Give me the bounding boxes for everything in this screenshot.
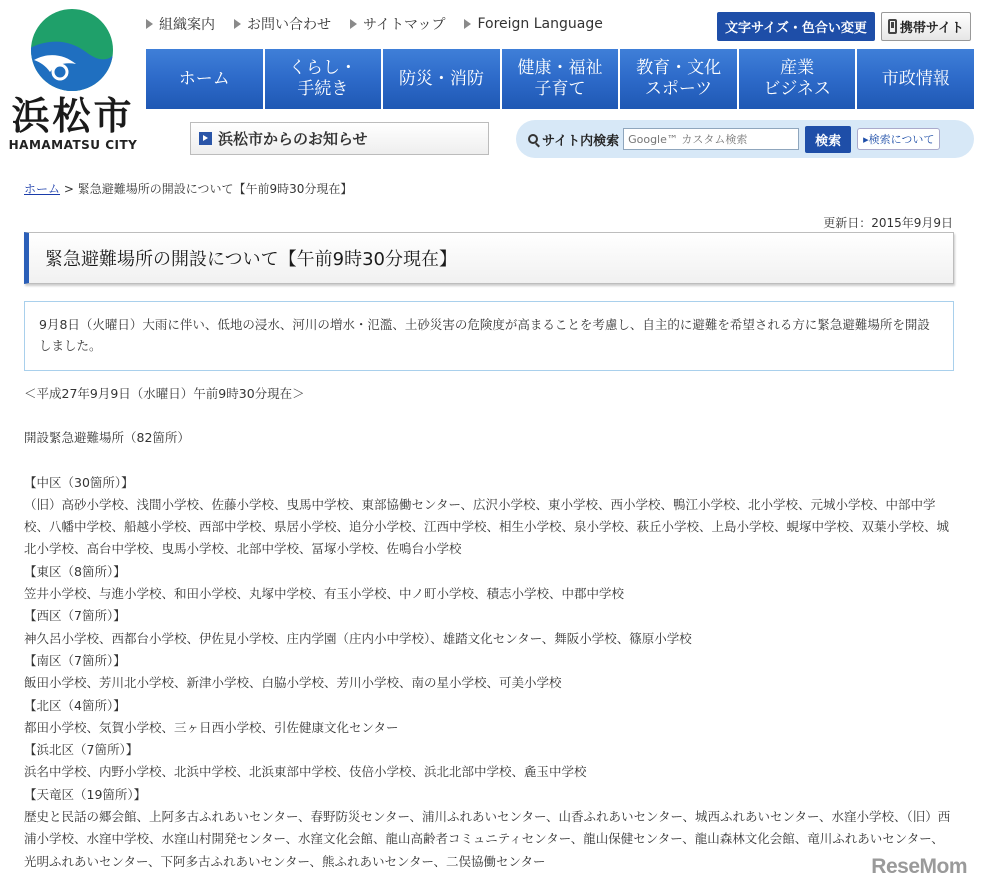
resemom-watermark: ReseMom [871,855,967,878]
city-notice-label: 浜松市からのお知らせ [218,130,368,148]
arrow-right-icon [199,132,212,145]
ward-places: 神久呂小学校、西都台小学校、伊佐見小学校、庄内学園（庄内小中学校）、雄踏文化センター、舞阪小学校、篠原小学校 [24,630,692,646]
city-name: 浜松市 [11,93,135,138]
nav-living-procedures[interactable]: くらし・ 手続き [265,49,384,109]
article-body [24,383,954,873]
page-title: 緊急避難場所の開設について【午前9時30分現在】 [24,232,954,284]
breadcrumb-home-link[interactable]: ホーム [24,182,61,196]
updated-date: 更新日：2015年9月9日 [823,216,953,230]
search-help-link[interactable]: ▸検索について [857,128,940,150]
global-nav [146,49,974,109]
mobile-phone-icon [888,19,897,34]
ward-heading: 【南区（7箇所）】 [24,652,126,668]
ward-heading: 【西区（7箇所）】 [24,608,126,624]
city-emblem-icon [30,8,114,92]
breadcrumb [24,180,352,197]
mobile-site-button[interactable] [881,12,971,41]
util-link-organization[interactable] [146,12,215,36]
ward-places: 笠井小学校、与進小学校、和田小学校、丸塚中学校、有玉小学校、中ノ町小学校、積志小学校、中郡中学校 [24,586,625,602]
ward-heading: 【天竜区（19箇所）】 [24,786,147,802]
ward-places: （旧）高砂小学校、浅間小学校、佐藤小学校、曳馬中学校、東部協働センター、広沢小学校、東小学校、西小学校、鴨江小学校、北小学校、元城小学校、中部中学校、八幡中学校、船越小学校、西部中学校、県居小学校、追分小学校、江西中学校、相生小学校、泉小学校、萩丘小学校、上島小学校、蜆塚中学校、双葉小学校、城北小学校、高台中学校、曳馬小学校、北部中学校、冨塚小学校、佐鳴台小学校 [24,496,950,557]
arrow-right-icon [146,19,153,29]
city-notice-link[interactable] [190,122,489,155]
arrow-right-icon [234,19,241,29]
ward-heading: 【中区（30箇所）】 [24,474,134,490]
intro-box: 9月8日（火曜日）大雨に伴い、低地の浸水、河川の増水・氾濫、土砂災害の危険度が高まることを考慮し、自主的に避難を希望される方に緊急避難場所を開設しました。 [24,301,954,371]
breadcrumb-current: 緊急避難場所の開設について【午前9時30分現在】 [77,182,353,196]
util-link-label: Foreign Language [477,16,603,32]
nav-city-info[interactable]: 市政情報 [857,49,974,109]
util-link-label: サイトマップ [363,17,446,33]
nav-home[interactable]: ホーム [146,49,265,109]
as-of-text: ＜平成27年9月9日（水曜日）午前9時30分現在＞ [24,386,305,401]
ward-heading: 【浜北区（7箇所）】 [24,742,139,758]
ward-places: 歴史と民話の郷会館、上阿多古ふれあいセンター、春野防災センター、浦川ふれあいセンター、山香ふれあいセンター、城西ふれあいセンター、水窪小学校、（旧）西浦小学校、水窪中学校、水窪山村開発センター、水窪文化会館、龍山高齢者コミュニティセンター、龍山保健センター、龍山森林文化会館、竜川ふれあいセンター、光明ふれあいセンター、下阿多古ふれあいセンター、熊ふれあいセンター、二俣協働センター [24,809,951,869]
ward-places: 都田小学校、気賀小学校、三ヶ日西小学校、引佐健康文化センター [24,719,399,735]
util-link-contact[interactable] [234,12,331,36]
nav-industry-business[interactable]: 産業 ビジネス [739,49,858,109]
font-color-settings-button[interactable]: 文字サイズ・色合い変更 [717,12,875,41]
total-text: 開設緊急避難場所（82箇所） [24,430,190,446]
arrow-right-icon [464,19,471,29]
ward-places: 飯田小学校、芳川北小学校、新津小学校、白脇小学校、芳川小学校、南の星小学校、可美小学校 [24,675,562,691]
util-link-foreign-language[interactable] [464,12,602,36]
ward-places: 浜名中学校、内野小学校、北浜中学校、北浜東部中学校、伎倍小学校、浜北北部中学校、麁玉中学校 [24,764,587,780]
nav-disaster-fire[interactable]: 防災・消防 [383,49,502,109]
search-help-label: 検索について [868,133,935,146]
util-link-label: 組織案内 [159,17,215,33]
search-input[interactable] [623,128,799,150]
top-right-buttons [717,12,971,41]
ward-heading: 【北区（4箇所）】 [24,697,126,713]
search-button[interactable]: 検索 [805,126,851,153]
site-logo[interactable] [8,4,136,154]
search-icon [528,134,538,144]
utility-nav [146,12,603,36]
util-link-label: お問い合わせ [247,17,331,33]
util-link-sitemap[interactable] [350,12,445,36]
arrow-right-icon [350,19,357,29]
nav-education-culture[interactable]: 教育・文化 スポーツ [620,49,739,109]
breadcrumb-separator: > [60,182,78,196]
search-label: サイト内検索 [542,133,620,149]
nav-health-welfare[interactable]: 健康・福祉 子育て [502,49,621,109]
site-search [516,120,974,158]
city-name-en: HAMAMATSU CITY [8,138,138,152]
mobile-site-label: 携帯サイト [899,21,964,36]
ward-heading: 【東区（8箇所）】 [24,563,126,579]
